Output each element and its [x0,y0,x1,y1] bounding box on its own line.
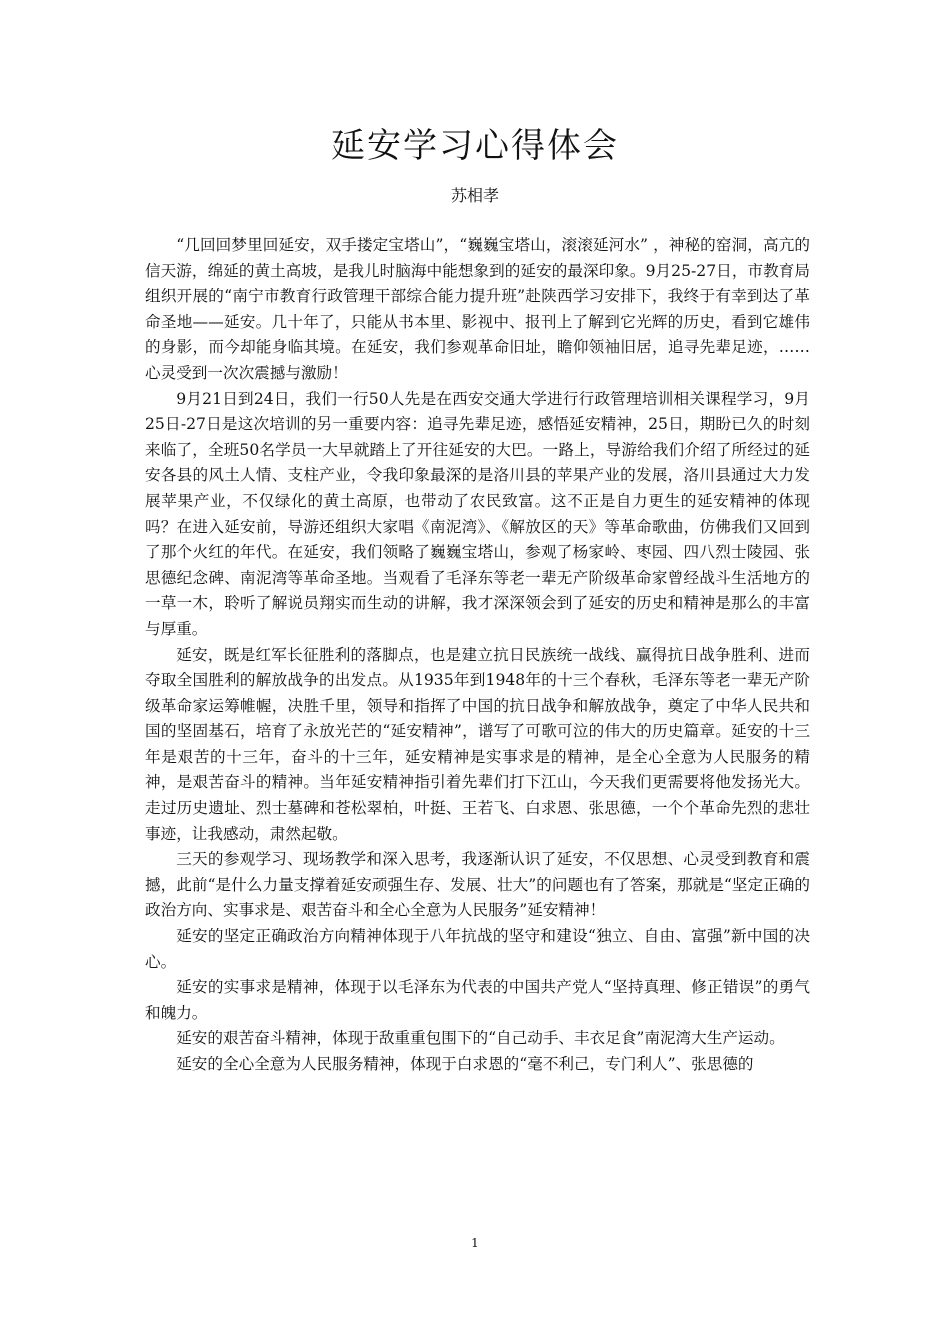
paragraph: 三天的参观学习、现场教学和深入思考，我逐渐认识了延安，不仅思想、心灵受到教育和震撼，此前“是什么力量支撑着延安顽强生存、发展、壮大”的问题也有了答案，那就是“坚定正确的政治方向、实事求是、艰苦奋斗和全心全意为人民服务”延安精神！ [145,850,810,920]
paragraph: 延安的坚定正确政治方向精神体现于八年抗战的坚守和建设“独立、自由、富强”新中国的决心。 [145,927,810,971]
document-body [145,233,810,1078]
paragraph: 延安的全心全意为人民服务精神，体现于白求恩的“毫不利己，专门利人”、张思德的 [176,1055,754,1073]
page-number: 1 [471,1236,479,1250]
document-title: 延安学习心得体会 [331,126,619,166]
paragraph: 9月21日到24日，我们一行50人先是在西安交通大学进行行政管理培训相关课程学习，9月25日-27日是这次培训的另一重要内容：追寻先辈足迹，感悟延安精神，25日，期盼已久的时刻来临了，全班50名学员一大早就踏上了开往延安的大巴。一路上，导游给我们介绍了所经过的延安各县的风土人情、支柱产业，令我印象最深的是洛川县的苹果产业的发展，洛川县通过大力发展苹果产业，不仅绿化的黄土高原，也带动了农民致富。这不正是自力更生的延安精神的体现吗？在进入延安前，导游还组织大家唱《南泥湾》、《解放区的天》等革命歌曲，仿佛我们又回到了那个火红的年代。在延安，我们领略了巍巍宝塔山，参观了杨家岭、枣园、四八烈士陵园、张思德纪念碑、南泥湾等革命圣地。当观看了毛泽东等老一辈无产阶级革命家曾经战斗生活地方的一草一木，聆听了解说员翔实而生动的讲解，我才深深领会到了延安的历史和精神是那么的丰富与厚重。 [145,389,810,638]
paragraph: 延安，既是红军长征胜利的落脚点，也是建立抗日民族统一战线、赢得抗日战争胜利、进而夺取全国胜利的解放战争的出发点。从1935年到1948年的十三个春秋，毛泽东等老一辈无产阶级革命家运筹帷幄，决胜千里，领导和指挥了中国的抗日战争和解放战争，奠定了中华人民共和国的坚固基石，培育了永放光芒的“延安精神”，谱写了可歌可泣的伟大的历史篇章。延安的十三年是艰苦的十三年，奋斗的十三年，延安精神是实事求是的精神，是全心全意为人民服务的精神，是艰苦奋斗的精神。当年延安精神指引着先辈们打下江山，今天我们更需要将他发扬光大。走过历史遗址、烈士墓碑和苍松翠柏，叶挺、王若飞、白求恩、张思德，一个个革命先烈的悲壮事迹，让我感动，肃然起敬。 [145,645,810,843]
author-name: 苏相孝 [450,186,499,205]
paragraph: “几回回梦里回延安，双手搂定宝塔山”，“巍巍宝塔山，滚滚延河水” ，神秘的窑洞，高亢的信天游，绵延的黄土高坡，是我儿时脑海中能想象到的延安的最深印象。9月25-27日，市教育局组织开展的“南宁市教育行政管理干部综合能力提升班”赴陕西学习安排下，我终于有幸到达了革命圣地——延安。几十年了，只能从书本里、影视中、报刊上了解到它光辉的历史，看到它雄伟的身影，而今却能身临其境。在延安，我们参观革命旧址，瞻仰领袖旧居，追寻先辈足迹，……心灵受到一次次震撼与激励！ [145,236,810,382]
paragraph: 延安的艰苦奋斗精神，体现于敌重重包围下的“自己动手、丰衣足食”南泥湾大生产运动。 [176,1029,785,1048]
paragraph: 延安的实事求是精神，体现于以毛泽东为代表的中国共产党人“坚持真理、修正错误”的勇气和魄力。 [145,978,810,1022]
